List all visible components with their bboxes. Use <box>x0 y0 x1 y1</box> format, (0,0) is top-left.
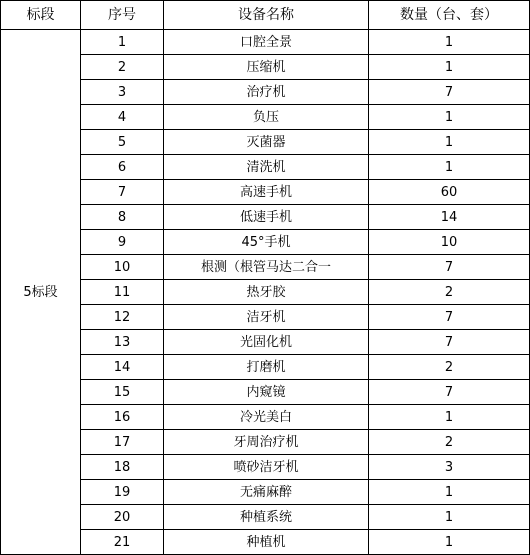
seq-cell: 20 <box>81 505 164 530</box>
equipment-name-cell: 光固化机 <box>164 330 369 355</box>
equipment-name-cell: 根测（根管马达二合一 <box>164 255 369 280</box>
equipment-name-cell: 口腔全景 <box>164 30 369 55</box>
equipment-name-cell: 洁牙机 <box>164 305 369 330</box>
equipment-name-cell: 喷砂洁牙机 <box>164 455 369 480</box>
quantity-cell: 1 <box>369 530 530 555</box>
seq-cell: 12 <box>81 305 164 330</box>
equipment-name-cell: 负压 <box>164 105 369 130</box>
equipment-name-cell: 打磨机 <box>164 355 369 380</box>
table-row <box>1 230 530 255</box>
quantity-cell: 1 <box>369 155 530 180</box>
header-section: 标段 <box>1 1 81 30</box>
equipment-name-cell: 牙周治疗机 <box>164 430 369 455</box>
seq-cell: 15 <box>81 380 164 405</box>
seq-cell: 4 <box>81 105 164 130</box>
equipment-name-cell: 治疗机 <box>164 80 369 105</box>
equipment-name-cell: 冷光美白 <box>164 405 369 430</box>
table-row <box>1 30 530 55</box>
table-row <box>1 505 530 530</box>
header-qty: 数量（台、套） <box>369 1 530 30</box>
quantity-cell: 7 <box>369 80 530 105</box>
quantity-cell: 1 <box>369 55 530 80</box>
seq-cell: 10 <box>81 255 164 280</box>
seq-cell: 13 <box>81 330 164 355</box>
header-row <box>1 1 530 30</box>
seq-cell: 7 <box>81 180 164 205</box>
table-row <box>1 55 530 80</box>
quantity-cell: 1 <box>369 480 530 505</box>
equipment-name-cell: 压缩机 <box>164 55 369 80</box>
table-row <box>1 330 530 355</box>
quantity-cell: 60 <box>369 180 530 205</box>
table-row <box>1 155 530 180</box>
table-row <box>1 305 530 330</box>
seq-cell: 21 <box>81 530 164 555</box>
seq-cell: 14 <box>81 355 164 380</box>
seq-cell: 5 <box>81 130 164 155</box>
quantity-cell: 1 <box>369 130 530 155</box>
quantity-cell: 14 <box>369 205 530 230</box>
quantity-cell: 1 <box>369 30 530 55</box>
equipment-name-cell: 灭菌器 <box>164 130 369 155</box>
table-row <box>1 255 530 280</box>
quantity-cell: 7 <box>369 330 530 355</box>
table-row <box>1 405 530 430</box>
header-name: 设备名称 <box>164 1 369 30</box>
equipment-name-cell: 种植系统 <box>164 505 369 530</box>
section-cell: 5标段 <box>1 30 81 555</box>
equipment-name-cell: 45°手机 <box>164 230 369 255</box>
table-row <box>1 80 530 105</box>
equipment-name-cell: 种植机 <box>164 530 369 555</box>
table-row <box>1 180 530 205</box>
seq-cell: 2 <box>81 55 164 80</box>
quantity-cell: 2 <box>369 355 530 380</box>
seq-cell: 6 <box>81 155 164 180</box>
table-row <box>1 530 530 555</box>
seq-cell: 1 <box>81 30 164 55</box>
table-row <box>1 480 530 505</box>
quantity-cell: 10 <box>369 230 530 255</box>
quantity-cell: 7 <box>369 305 530 330</box>
quantity-cell: 2 <box>369 280 530 305</box>
header-seq: 序号 <box>81 1 164 30</box>
equipment-name-cell: 内窥镜 <box>164 380 369 405</box>
seq-cell: 3 <box>81 80 164 105</box>
seq-cell: 19 <box>81 480 164 505</box>
equipment-name-cell: 清洗机 <box>164 155 369 180</box>
equipment-name-cell: 低速手机 <box>164 205 369 230</box>
table-row <box>1 355 530 380</box>
table-row <box>1 430 530 455</box>
table-row <box>1 205 530 230</box>
quantity-cell: 2 <box>369 430 530 455</box>
seq-cell: 11 <box>81 280 164 305</box>
seq-cell: 18 <box>81 455 164 480</box>
quantity-cell: 3 <box>369 455 530 480</box>
table-row <box>1 380 530 405</box>
quantity-cell: 1 <box>369 105 530 130</box>
table-row <box>1 105 530 130</box>
seq-cell: 17 <box>81 430 164 455</box>
equipment-name-cell: 高速手机 <box>164 180 369 205</box>
seq-cell: 16 <box>81 405 164 430</box>
table-row <box>1 130 530 155</box>
table-body <box>1 30 530 555</box>
seq-cell: 9 <box>81 230 164 255</box>
quantity-cell: 1 <box>369 505 530 530</box>
quantity-cell: 7 <box>369 255 530 280</box>
equipment-name-cell: 热牙胶 <box>164 280 369 305</box>
seq-cell: 8 <box>81 205 164 230</box>
table-row <box>1 280 530 305</box>
quantity-cell: 7 <box>369 380 530 405</box>
equipment-name-cell: 无痛麻醉 <box>164 480 369 505</box>
table-row <box>1 455 530 480</box>
quantity-cell: 1 <box>369 405 530 430</box>
